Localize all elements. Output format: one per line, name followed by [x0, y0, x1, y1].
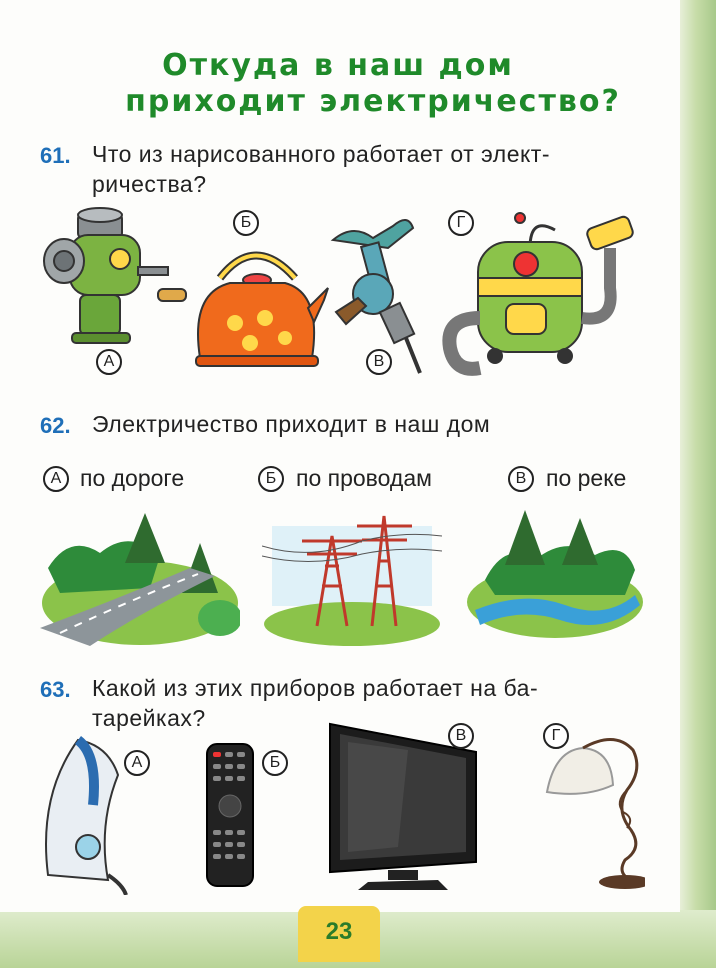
- road-landscape-picture: [40, 508, 240, 648]
- label-b-remote[interactable]: Б: [262, 750, 288, 776]
- task-62-text: Электричество приходит в наш дом: [92, 411, 491, 437]
- vacuum-cleaner-picture: [440, 208, 640, 380]
- page-title: [0, 48, 716, 120]
- page-number: 23: [325, 918, 353, 945]
- option-b-badge[interactable]: Б: [258, 466, 284, 492]
- title-line-2: приходит электричество?: [125, 84, 621, 119]
- label-g-vacuum[interactable]: Г: [448, 210, 474, 236]
- page-edge-decoration: [680, 0, 716, 968]
- remote-control-picture: [205, 742, 255, 888]
- option-a-badge[interactable]: А: [43, 466, 69, 492]
- iron-picture: [38, 735, 133, 895]
- option-b-label: по проводам: [296, 465, 432, 491]
- label-a-iron[interactable]: А: [124, 750, 150, 776]
- meat-grinder-picture: [38, 205, 188, 350]
- task-61-number: 61.: [40, 143, 71, 168]
- label-b-kettle[interactable]: Б: [233, 210, 259, 236]
- title-line-1: Откуда в наш дом: [162, 48, 514, 83]
- river-landscape-picture: [465, 510, 645, 640]
- task-63-text-line-1: Какой из этих приборов работает на ба-: [92, 675, 539, 701]
- option-a-label: по дороге: [80, 465, 185, 491]
- task-62-number: 62.: [40, 413, 71, 438]
- task-61-text-line-2: ричества?: [92, 171, 207, 197]
- label-a-grinder[interactable]: А: [96, 349, 122, 375]
- label-v-tv[interactable]: В: [448, 723, 474, 749]
- power-lines-picture: [262, 506, 442, 646]
- table-lamp-picture: [545, 730, 645, 890]
- option-v-label: по реке: [546, 465, 627, 491]
- option-v-badge[interactable]: В: [508, 466, 534, 492]
- task-61-text-line-1: Что из нарисованного работает от элект-: [92, 141, 550, 167]
- task-63-text-line-2: тарейках?: [92, 705, 206, 731]
- kettle-picture: [190, 238, 330, 373]
- label-v-drill[interactable]: В: [366, 349, 392, 375]
- label-g-lamp[interactable]: Г: [543, 723, 569, 749]
- task-63-number: 63.: [40, 677, 71, 702]
